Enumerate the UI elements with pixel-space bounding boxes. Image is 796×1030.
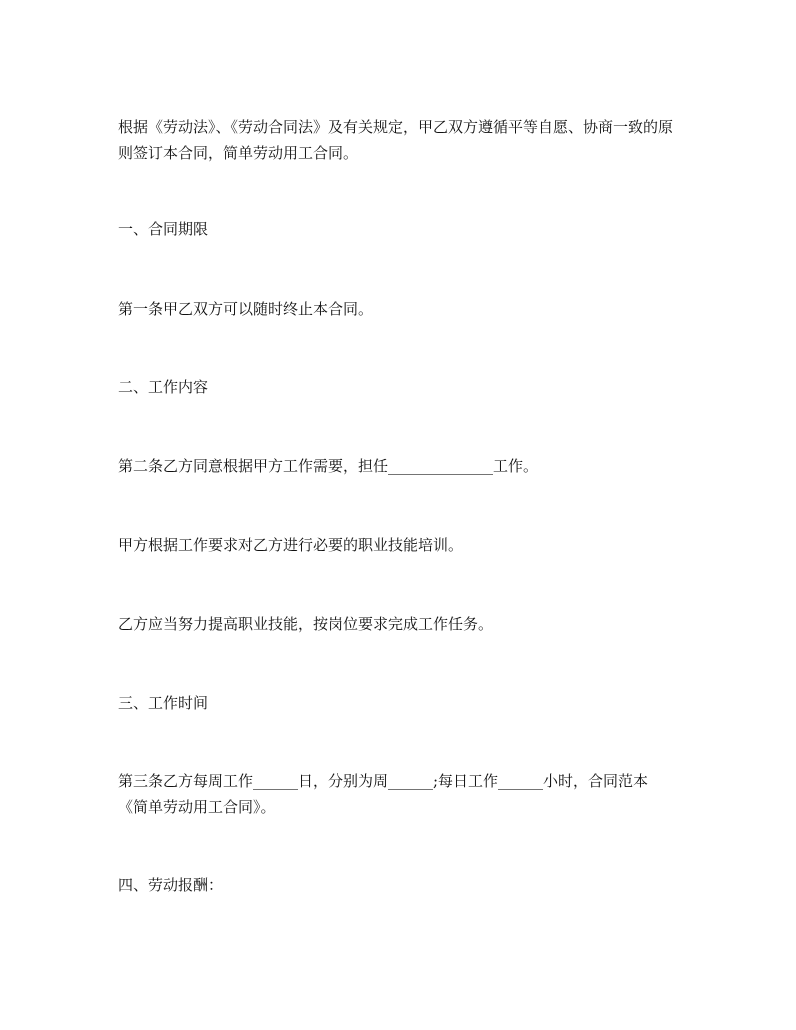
article-1: 第一条甲乙双方可以随时终止本合同。 xyxy=(118,300,374,318)
article-3: 第三条乙方每周工作______日，分别为周______;每日工作______小时，合同范本《简单劳动用工合同》。 xyxy=(118,772,649,816)
intro-paragraph: 根据《劳动法》、《劳动合同法》及有关规定，甲乙双方遵循平等自愿、协商一致的原则签订本合同，简单劳动用工合同。 xyxy=(118,118,674,162)
duty-paragraph: 乙方应当努力提高职业技能，按岗位要求完成工作任务。 xyxy=(118,615,494,633)
section-heading-hours: 三、工作时间 xyxy=(118,694,209,712)
training-paragraph: 甲方根据工作要求对乙方进行必要的职业技能培训。 xyxy=(118,536,464,554)
section-heading-pay: 四、劳动报酬： xyxy=(118,876,224,894)
section-heading-work: 二、工作内容 xyxy=(118,378,209,396)
section-heading-term: 一、合同期限 xyxy=(118,220,209,238)
article-2: 第二条乙方同意根据甲方工作需要，担任______________工作。 xyxy=(118,457,539,475)
